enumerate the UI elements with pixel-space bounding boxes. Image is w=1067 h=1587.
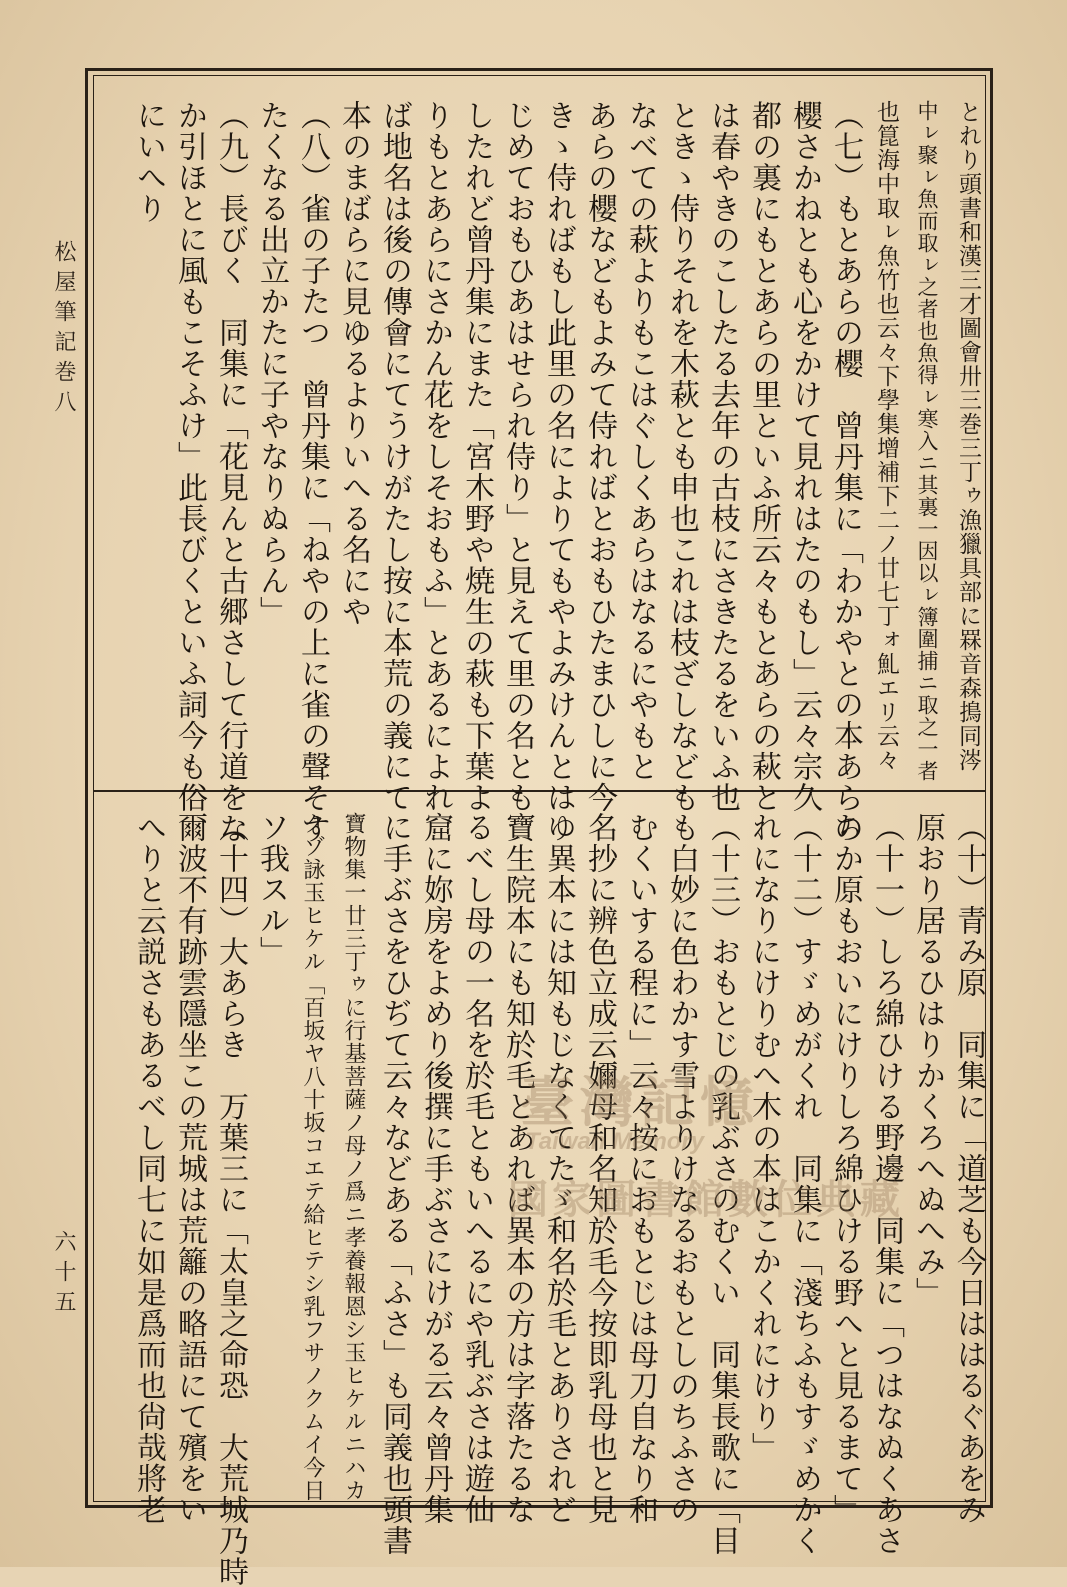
text-column: 爾波不有跡雲隱坐この荒城は荒籬の略語にて殯をい bbox=[172, 812, 207, 1525]
text-column: 都の裏にもとあらの里といふ所云々もとあらの萩と bbox=[746, 100, 781, 813]
text-column: （十二）すゞめがくれ 同集に「淺ちふもすゞめかく bbox=[787, 812, 822, 1556]
text-column: ゆ異本には知もじなくてたゞ和名於毛とありされど bbox=[541, 812, 576, 1525]
text-column: るべし母の一名を於毛ともいへるにや乳ぶさは遊仙 bbox=[459, 812, 494, 1525]
text-column: に手ぶさをひぢて云々などある「ふさ」も同義也頭書 bbox=[377, 812, 412, 1556]
text-column: （十三）おもとじの乳ぶさのむくい 同集長歌に「目 bbox=[705, 812, 740, 1556]
text-column: 也箟海中取ㇾ魚竹也云々下學集增補下二ノ廿七丁ォ䰲エリ云々 bbox=[873, 100, 899, 772]
text-column: 寶物集一廿三丁ゥに行基菩薩ノ母ノ爲ニ孝養報恩シ玉ヒケルニハカ bbox=[341, 812, 366, 1502]
text-column: にいへり bbox=[131, 100, 166, 224]
text-column: も白妙に色わかす雪よりけなるおもとしのちふさの bbox=[664, 812, 699, 1525]
page-number: 六十五 bbox=[51, 1230, 76, 1320]
text-column: むくいする程に」云々按におもとじは母刀自なり和 bbox=[623, 812, 658, 1525]
text-column: 窟に妳房をよめり後撰に手ぶさにけがる云々曾丹集 bbox=[418, 812, 453, 1525]
text-column: クゾ詠玉ヒケル「百坂ヤ八十坂コエテ給ヒテシ乳フサノクムイ今日 bbox=[300, 812, 325, 1502]
text-column: （十四）大あらき 万葉三に「太皇之命恐 大荒城乃時 bbox=[213, 812, 248, 1587]
text-column: れになりにけりむへ木の本はこかくれにけり」 bbox=[746, 812, 781, 1463]
text-column: とれり頭書和漢三才圖會卅三巻三丁ゥ漁獵具部に罧音森㨶同涔 bbox=[955, 100, 981, 772]
text-column: 本のまばらに見ゆるよりいへる名にや bbox=[336, 100, 371, 627]
text-column: ば地名は後の傳會にてうけがたし按に本荒の義にて bbox=[377, 100, 412, 813]
text-column: 櫻さかねとも心をかけて見れはたのもし」云々宗久 bbox=[787, 100, 822, 813]
text-column: ときゝ侍りそれを木萩とも申也これは枝ざしなども bbox=[664, 100, 699, 813]
text-column: （九）長びく 同集に「花見んと古郷さして行道をな bbox=[213, 100, 248, 844]
text-column: （八）雀の子たつ 曾丹集に「ねやの上に雀の聲そす bbox=[295, 100, 330, 844]
text-column: 中ㇾ聚ㇾ魚而取ㇾ之者也魚得ㇾ寒入ニ其裏一因以ㇾ簿圍捕ニ取之一者 bbox=[915, 100, 939, 782]
text-column: 名抄に辨色立成云嬭母和名知於毛今按即乳母也と見 bbox=[582, 812, 617, 1525]
text-column: たくなる出立かたに子やなりぬらん」 bbox=[254, 100, 289, 627]
watermark-library: 國家圖書館數位典藏 bbox=[508, 1176, 904, 1223]
text-column: ちか原もおいにけりしろ綿ひける野へと見るまて」 bbox=[828, 812, 863, 1525]
text-column: へりと云説さもあるべし同七に如是爲而也尙哉將老 bbox=[131, 812, 166, 1525]
running-head: 松屋筆記巻八 bbox=[51, 240, 76, 420]
text-column: 原おり居るひはりかくろへぬへみ」 bbox=[910, 812, 945, 1308]
text-column: ソ我スル」 bbox=[254, 812, 289, 967]
text-column: （十）青み原 同集に「道芝も今日ははるぐあをみ bbox=[951, 812, 986, 1525]
text-column: （十一）しろ綿ひける野邊 同集に「つはなぬくあさ bbox=[869, 812, 904, 1556]
text-column: きゝ侍ればもし此里の名によりてもやよみけんとは bbox=[541, 100, 576, 813]
watermark-english: Taiwan Memory bbox=[525, 1128, 705, 1155]
text-column: あらの櫻などもよみて侍ればとおもひたまひしに今 bbox=[582, 100, 617, 813]
text-column: か引ほとに風もこそふけ」此長びくといふ詞今も俗 bbox=[172, 100, 207, 813]
text-column: （七）もとあらの櫻 曾丹集に「わかやとの本あらの bbox=[828, 100, 863, 844]
text-column: りもとあらにさかん花をしそおもふ」とあるによれ bbox=[418, 100, 453, 813]
text-column: は春やきのこしたる去年の古枝にさきたるをいふ也 bbox=[705, 100, 740, 813]
text-column: じめておもひあはせられ侍り」と見えて里の名とも bbox=[500, 100, 535, 813]
text-column: したれど曾丹集にまた「宮木野や焼生の萩も下葉よ bbox=[459, 100, 494, 813]
watermark-logo: 臺灣記憶 bbox=[520, 1070, 760, 1134]
text-column: 寶生院本にも知於毛とあれば異本の方は字落たるな bbox=[500, 812, 535, 1525]
text-column: なべての萩よりもこはぐしくあらはなるにやもと bbox=[623, 100, 658, 782]
